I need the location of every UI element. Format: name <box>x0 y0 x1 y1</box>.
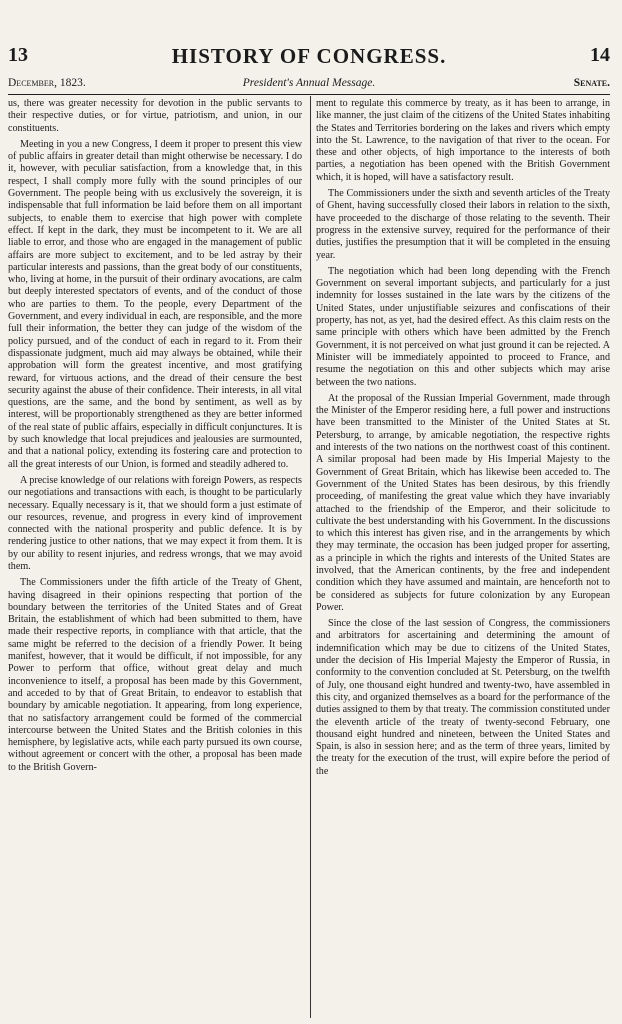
paragraph: A precise knowledge of our relations with foreign Powers, as respects our negotiations and transactions with each, is thought to be particularly necessary. Equally necessary is it, that we should form a just estimate of our resources, revenue, and progress in every kind of improvement connected with the national prosperity and public defence. It is by rendering justice to other nations, that we may expect it from them. It is by our ability to resent injuries, and redress wrongs, that we may avoid them. <box>8 474 302 572</box>
header-date: December, 1823. <box>8 77 86 89</box>
paragraph: The negotiation which had been long depending with the French Government on several important subjects, and particularly for a just indemnity for losses sustained in the late wars by the citizens of the United States, under unjustifiable seizures and confiscations of their property, has not, as yet, had the desired effect. As this claim rests on the same principle with others which have been admitted by the French Government, it is not perceived on what just ground it can be rejected. A Minister will be immediately appointed to proceed to France, and resume the negotiation on this and other subjects which may arise between the two nations. <box>316 265 610 388</box>
page-number-left: 13 <box>8 44 28 66</box>
left-column <box>8 98 302 1018</box>
paragraph: Since the close of the last session of Congress, the commissioners and arbitrators for ascertaining and determining the amount of indemnification which may be due to citizens of the United States, under the decision of His Imperial Majesty the Emperor of Russia, in conformity to the convention concluded at St. Petersburg, on the twelfth of July, one thousand eight hundred and twenty-two, have assembled in this city, and organized themselves as a board for the performance of the duties assigned to them by that treaty. The commission constituted under the eleventh article of the treaty of twenty-second February, one thousand eight hundred and nineteen, between the United States and Spain, is also in session here; and as the term of three years, limited by the treaty for the execution of the trust, will expire before the period of the <box>316 618 610 777</box>
right-column <box>316 98 610 1018</box>
page-number-right: 14 <box>590 44 610 66</box>
paragraph: At the proposal of the Russian Imperial Government, made through the Minister of the Emperor residing here, a full power and instructions have been transmitted to the Minister of the United States at St. Petersburg, to arrange, by amicable negotiation, the respective rights and interests of the two nations on the northwest coast of this continent. A similar proposal had been made by His Imperial Majesty to the Government of Great Britain, which has likewise been acceded to. The Government of the United States has been desirous, by this friendly proceeding, of manifesting the great value which they have invariably attached to the friendship of the Emperor, and their solicitude to cultivate the best understanding with his Government. In the discussions to which this interest has given rise, and in the arrangements by which they may terminate, the occasion has been judged proper for asserting, as a principle in which the rights and interests of the United States are involved, that the American continents, by the free and independent condition which they have assumed and maintain, are henceforth not to be considered as subjects for future colonization by any European Power. <box>316 392 610 613</box>
header-chamber: Senate. <box>573 77 610 89</box>
paragraph: us, there was greater necessity for devotion in the public servants to their respective duties, or for virtue, patriotism, and union, in our constituents. <box>8 98 302 134</box>
column-divider <box>310 96 311 1018</box>
paragraph: Meeting in you a new Congress, I deem it proper to present this view of public affairs in greater detail than might otherwise be necessary. I do it, however, with peculiar satisfaction, from a knowledge that, in this respect, I shall comply more fully with the sound principles of our Government. The people being with us exclusively the sovereign, it is indispensable that full information be laid before them on all important subjects, to enable them to exercise that high power with complete effect. If kept in the dark, they must be incompetent to it. We are all liable to error, and those who are engaged in the management of public affairs are more subject to excitement, and to be led astray by their particular interests and passions, than the great body of our constituents, who, living at home, in the pursuit of their ordinary avocations, are calm but deeply interested spectators of events, and of the conduct of those who are parties to them. To the people, every Department of the Government, and every individual in each, are responsible, and the more full their information, the better they can judge of the wisdom of the policy pursued, and of the conduct of each in regard to it. From their dispassionate judgment, much aid may always be obtained, while their approbation will form the greatest incentive, and most gratifying reward, for virtuous actions, and the dread of their censure the best security against the abuse of their confidence. Their interests, in all vital questions, are the same, and the bond by sentiment, as well as by interest, will be proportionably strengthened as they are better informed of the real state of public affairs, especially in difficult conjunctures. It is by such knowledge that local prejudices and jealousies are surmounted, and that a national policy, extending its fostering care and protection to all the great interests of our Union, is formed and steadily adhered to. <box>8 138 302 470</box>
paragraph: The Commissioners under the fifth article of the Treaty of Ghent, having disagreed in their opinions respecting that portion of the boundary between the territories of the United States and of Great Britain, the establishment of which had been submitted to them, have made their respective reports, in compliance with that article, that the same might be referred to the decision of a friendly Power. It being manifest, however, that it would be difficult, if not impossible, for any Power to perform that office, without great delay and much inconvenience to itself, a proposal has been made by this Government, and acceded to by that of Great Britain, to endeavor to establish that boundary by amicable negotiation. It appearing, from long experience, that no satisfactory arrangement could be formed of the commercial intercourse between the United States and the British colonies in this hemisphere, by legislative acts, while each party pursued its own course, without agreement or concert with the other, a proposal has been made to the British Govern- <box>8 577 302 773</box>
paragraph: The Commissioners under the sixth and seventh articles of the Treaty of Ghent, having successfully closed their labors in relation to the sixth, have proceeded to the discharge of those relating to the seventh. Their progress in the extensive survey, required for the performance of their duties, justifies the presumption that it will be completed in the ensuing year. <box>316 188 610 261</box>
running-header <box>8 74 610 95</box>
header-section: President's Annual Message. <box>242 77 376 89</box>
page-title: HISTORY OF CONGRESS. <box>171 44 447 68</box>
page-header <box>8 44 610 72</box>
paragraph: ment to regulate this commerce by treaty, as it has been to arrange, in like manner, the just claim of the citizens of the United States inhabiting the States and Territories bordering on the lakes and rivers which empty into the St. Lawrence, to the navigation of that river to the ocean. For these and other objects, of high importance to the interests of both parties, a negotiation has been opened with the British Government which, it is hoped, will have a satisfactory result. <box>316 98 610 183</box>
